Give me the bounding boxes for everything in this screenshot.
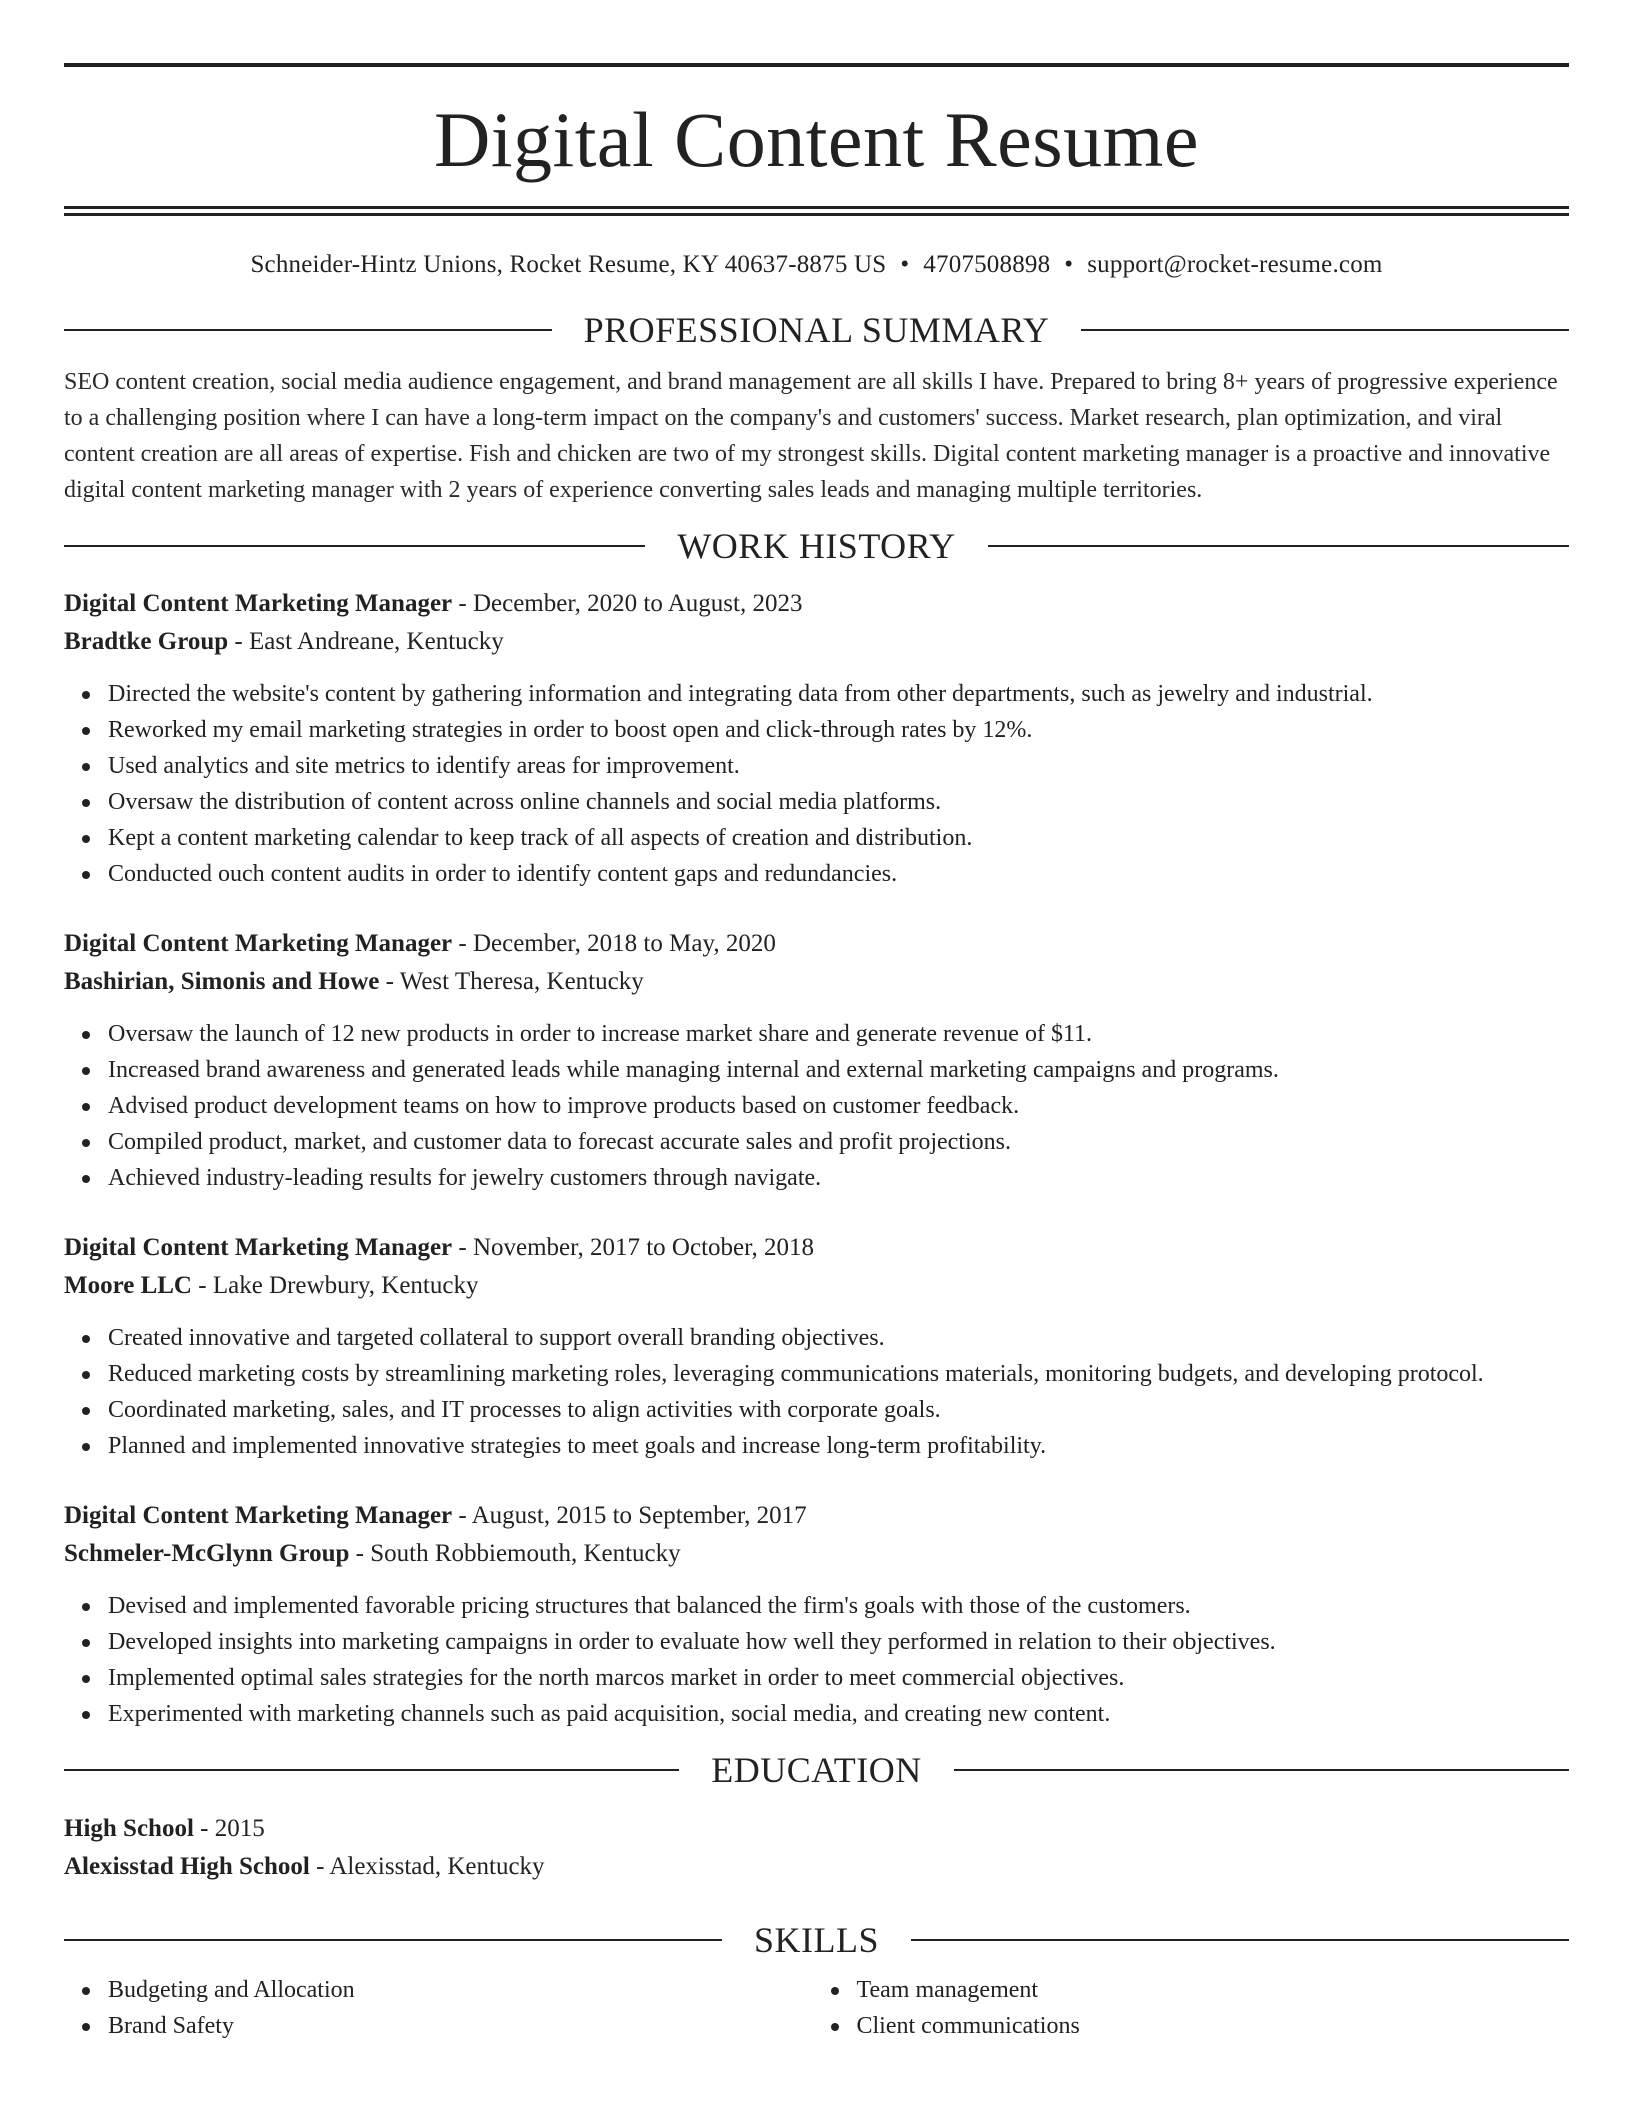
job-title: Digital Content Marketing Manager xyxy=(64,1234,453,1261)
job-company-line xyxy=(64,1267,1569,1305)
heading-rule xyxy=(988,545,1569,547)
top-rule xyxy=(64,63,1569,67)
section-title: SKILLS xyxy=(754,1920,880,1960)
section-title: WORK HISTORY xyxy=(677,526,956,566)
heading-rule xyxy=(64,1769,679,1771)
heading-rule xyxy=(64,545,645,547)
job-title: Digital Content Marketing Manager xyxy=(64,930,453,957)
job-dates: - December, 2018 to May, 2020 xyxy=(452,930,776,957)
heading-rule xyxy=(911,1939,1569,1941)
job-bullet: Kept a content marketing calendar to keep track of all aspects of creation and distribution. xyxy=(108,820,1569,856)
job-company-line xyxy=(64,963,1569,1001)
job-location: - South Robbiemouth, Kentucky xyxy=(349,1540,681,1567)
skill-item: Team management xyxy=(857,1972,1570,2008)
contact-separator: • xyxy=(1064,251,1074,278)
job-bullet: Used analytics and site metrics to identify areas for improvement. xyxy=(108,748,1569,784)
skill-item: Client communications xyxy=(857,2008,1570,2044)
job-company-line xyxy=(64,1535,1569,1573)
contact-separator: • xyxy=(900,251,910,278)
section-heading-summary xyxy=(64,310,1569,350)
job-company: Bashirian, Simonis and Howe xyxy=(64,968,380,995)
job-bullet: Reduced marketing costs by streamlining marketing roles, leveraging communications materials, monitoring budgets, and developing protocol. xyxy=(108,1356,1569,1392)
education-year: - 2015 xyxy=(193,1815,265,1842)
resume-page xyxy=(64,0,1569,2044)
section-title: PROFESSIONAL SUMMARY xyxy=(583,310,1050,350)
title-double-rule xyxy=(64,206,1569,216)
summary-text: SEO content creation, social media audience engagement, and brand management are all skills I have. Prepared to bring 8+ years of progressive experience to a challenging position where I can have a long-term impact on the company's and customers' success. Market research, plan optimization, and viral content creation are all areas of expertise. Fish and chicken are two of my strongest skills. Digital content marketing manager is a proactive and innovative digital content marketing manager with 2 years of experience converting sales leads and managing multiple territories. xyxy=(64,369,1558,503)
section-heading-skills xyxy=(64,1920,1569,1960)
education-entry xyxy=(64,1810,1569,1886)
job-bullet: Reworked my email marketing strategies in order to boost open and click-through rates by 12%. xyxy=(108,712,1569,748)
skills-list xyxy=(64,1972,1569,2044)
job-title-line xyxy=(64,585,1569,623)
job-bullet: Oversaw the distribution of content across online channels and social media platforms. xyxy=(108,784,1569,820)
heading-rule xyxy=(1081,329,1569,331)
skills-column-right xyxy=(817,1972,1570,2044)
job-dates: - August, 2015 to September, 2017 xyxy=(452,1502,807,1529)
skill-item: Brand Safety xyxy=(108,2008,817,2044)
education-school: Alexisstad High School xyxy=(64,1853,310,1880)
job-entry xyxy=(64,925,1569,1196)
section-title: EDUCATION xyxy=(711,1750,922,1790)
section-heading-work xyxy=(64,526,1569,566)
job-bullet: Devised and implemented favorable pricing structures that balanced the firm's goals with those of the customers. xyxy=(108,1588,1569,1624)
job-bullet: Coordinated marketing, sales, and IT processes to align activities with corporate goals. xyxy=(108,1392,1569,1428)
job-title: Digital Content Marketing Manager xyxy=(64,1502,453,1529)
heading-rule xyxy=(64,329,552,331)
job-entry xyxy=(64,585,1569,892)
education-degree: High School xyxy=(64,1815,194,1842)
contact-line xyxy=(64,250,1569,280)
job-bullet: Implemented optimal sales strategies for the north marcos market in order to meet commercial objectives. xyxy=(108,1660,1569,1696)
job-title-line xyxy=(64,925,1569,963)
resume-title: Digital Content Resume xyxy=(434,96,1199,183)
job-bullets xyxy=(64,1588,1569,1732)
job-title-line xyxy=(64,1497,1569,1535)
job-bullet: Directed the website's content by gathering information and integrating data from other departments, such as jewelry and industrial. xyxy=(108,676,1569,712)
skill-item: Budgeting and Allocation xyxy=(108,1972,817,2008)
contact-address: Schneider-Hintz Unions, Rocket Resume, KY 40637-8875 US xyxy=(250,251,887,278)
job-bullet: Increased brand awareness and generated leads while managing internal and external marketing campaigns and programs. xyxy=(108,1052,1569,1088)
job-company-line xyxy=(64,623,1569,661)
job-title: Digital Content Marketing Manager xyxy=(64,590,453,617)
job-bullets xyxy=(64,676,1569,892)
job-dates: - December, 2020 to August, 2023 xyxy=(452,590,803,617)
education-location: - Alexisstad, Kentucky xyxy=(309,1853,545,1880)
job-bullet: Created innovative and targeted collateral to support overall branding objectives. xyxy=(108,1320,1569,1356)
job-bullet: Oversaw the launch of 12 new products in order to increase market share and generate revenue of $11. xyxy=(108,1016,1569,1052)
job-bullet: Achieved industry-leading results for jewelry customers through navigate. xyxy=(108,1160,1569,1196)
job-bullet: Developed insights into marketing campaigns in order to evaluate how well they performed in relation to their objectives. xyxy=(108,1624,1569,1660)
job-entry xyxy=(64,1229,1569,1464)
job-location: - East Andreane, Kentucky xyxy=(228,628,504,655)
job-company: Moore LLC xyxy=(64,1272,192,1299)
job-location: - West Theresa, Kentucky xyxy=(379,968,644,995)
job-bullet: Planned and implemented innovative strategies to meet goals and increase long-term profitability. xyxy=(108,1428,1569,1464)
job-bullet: Experimented with marketing channels such as paid acquisition, social media, and creating new content. xyxy=(108,1696,1569,1732)
job-bullet: Advised product development teams on how to improve products based on customer feedback. xyxy=(108,1088,1569,1124)
education-degree-line xyxy=(64,1810,1569,1848)
skills-column-left xyxy=(64,1972,817,2044)
section-heading-education xyxy=(64,1750,1569,1790)
job-bullets xyxy=(64,1016,1569,1196)
heading-rule xyxy=(954,1769,1569,1771)
education-school-line xyxy=(64,1848,1569,1886)
job-bullet: Conducted ouch content audits in order to identify content gaps and redundancies. xyxy=(108,856,1569,892)
job-location: - Lake Drewbury, Kentucky xyxy=(192,1272,479,1299)
contact-email: support@rocket-resume.com xyxy=(1087,251,1383,278)
job-bullets xyxy=(64,1320,1569,1464)
job-title-line xyxy=(64,1229,1569,1267)
job-entry xyxy=(64,1497,1569,1732)
job-dates: - November, 2017 to October, 2018 xyxy=(452,1234,814,1261)
heading-rule xyxy=(64,1939,722,1941)
contact-phone: 4707508898 xyxy=(923,251,1051,278)
job-company: Schmeler-McGlynn Group xyxy=(64,1540,350,1567)
job-company: Bradtke Group xyxy=(64,628,229,655)
job-bullet: Compiled product, market, and customer data to forecast accurate sales and profit projections. xyxy=(108,1124,1569,1160)
